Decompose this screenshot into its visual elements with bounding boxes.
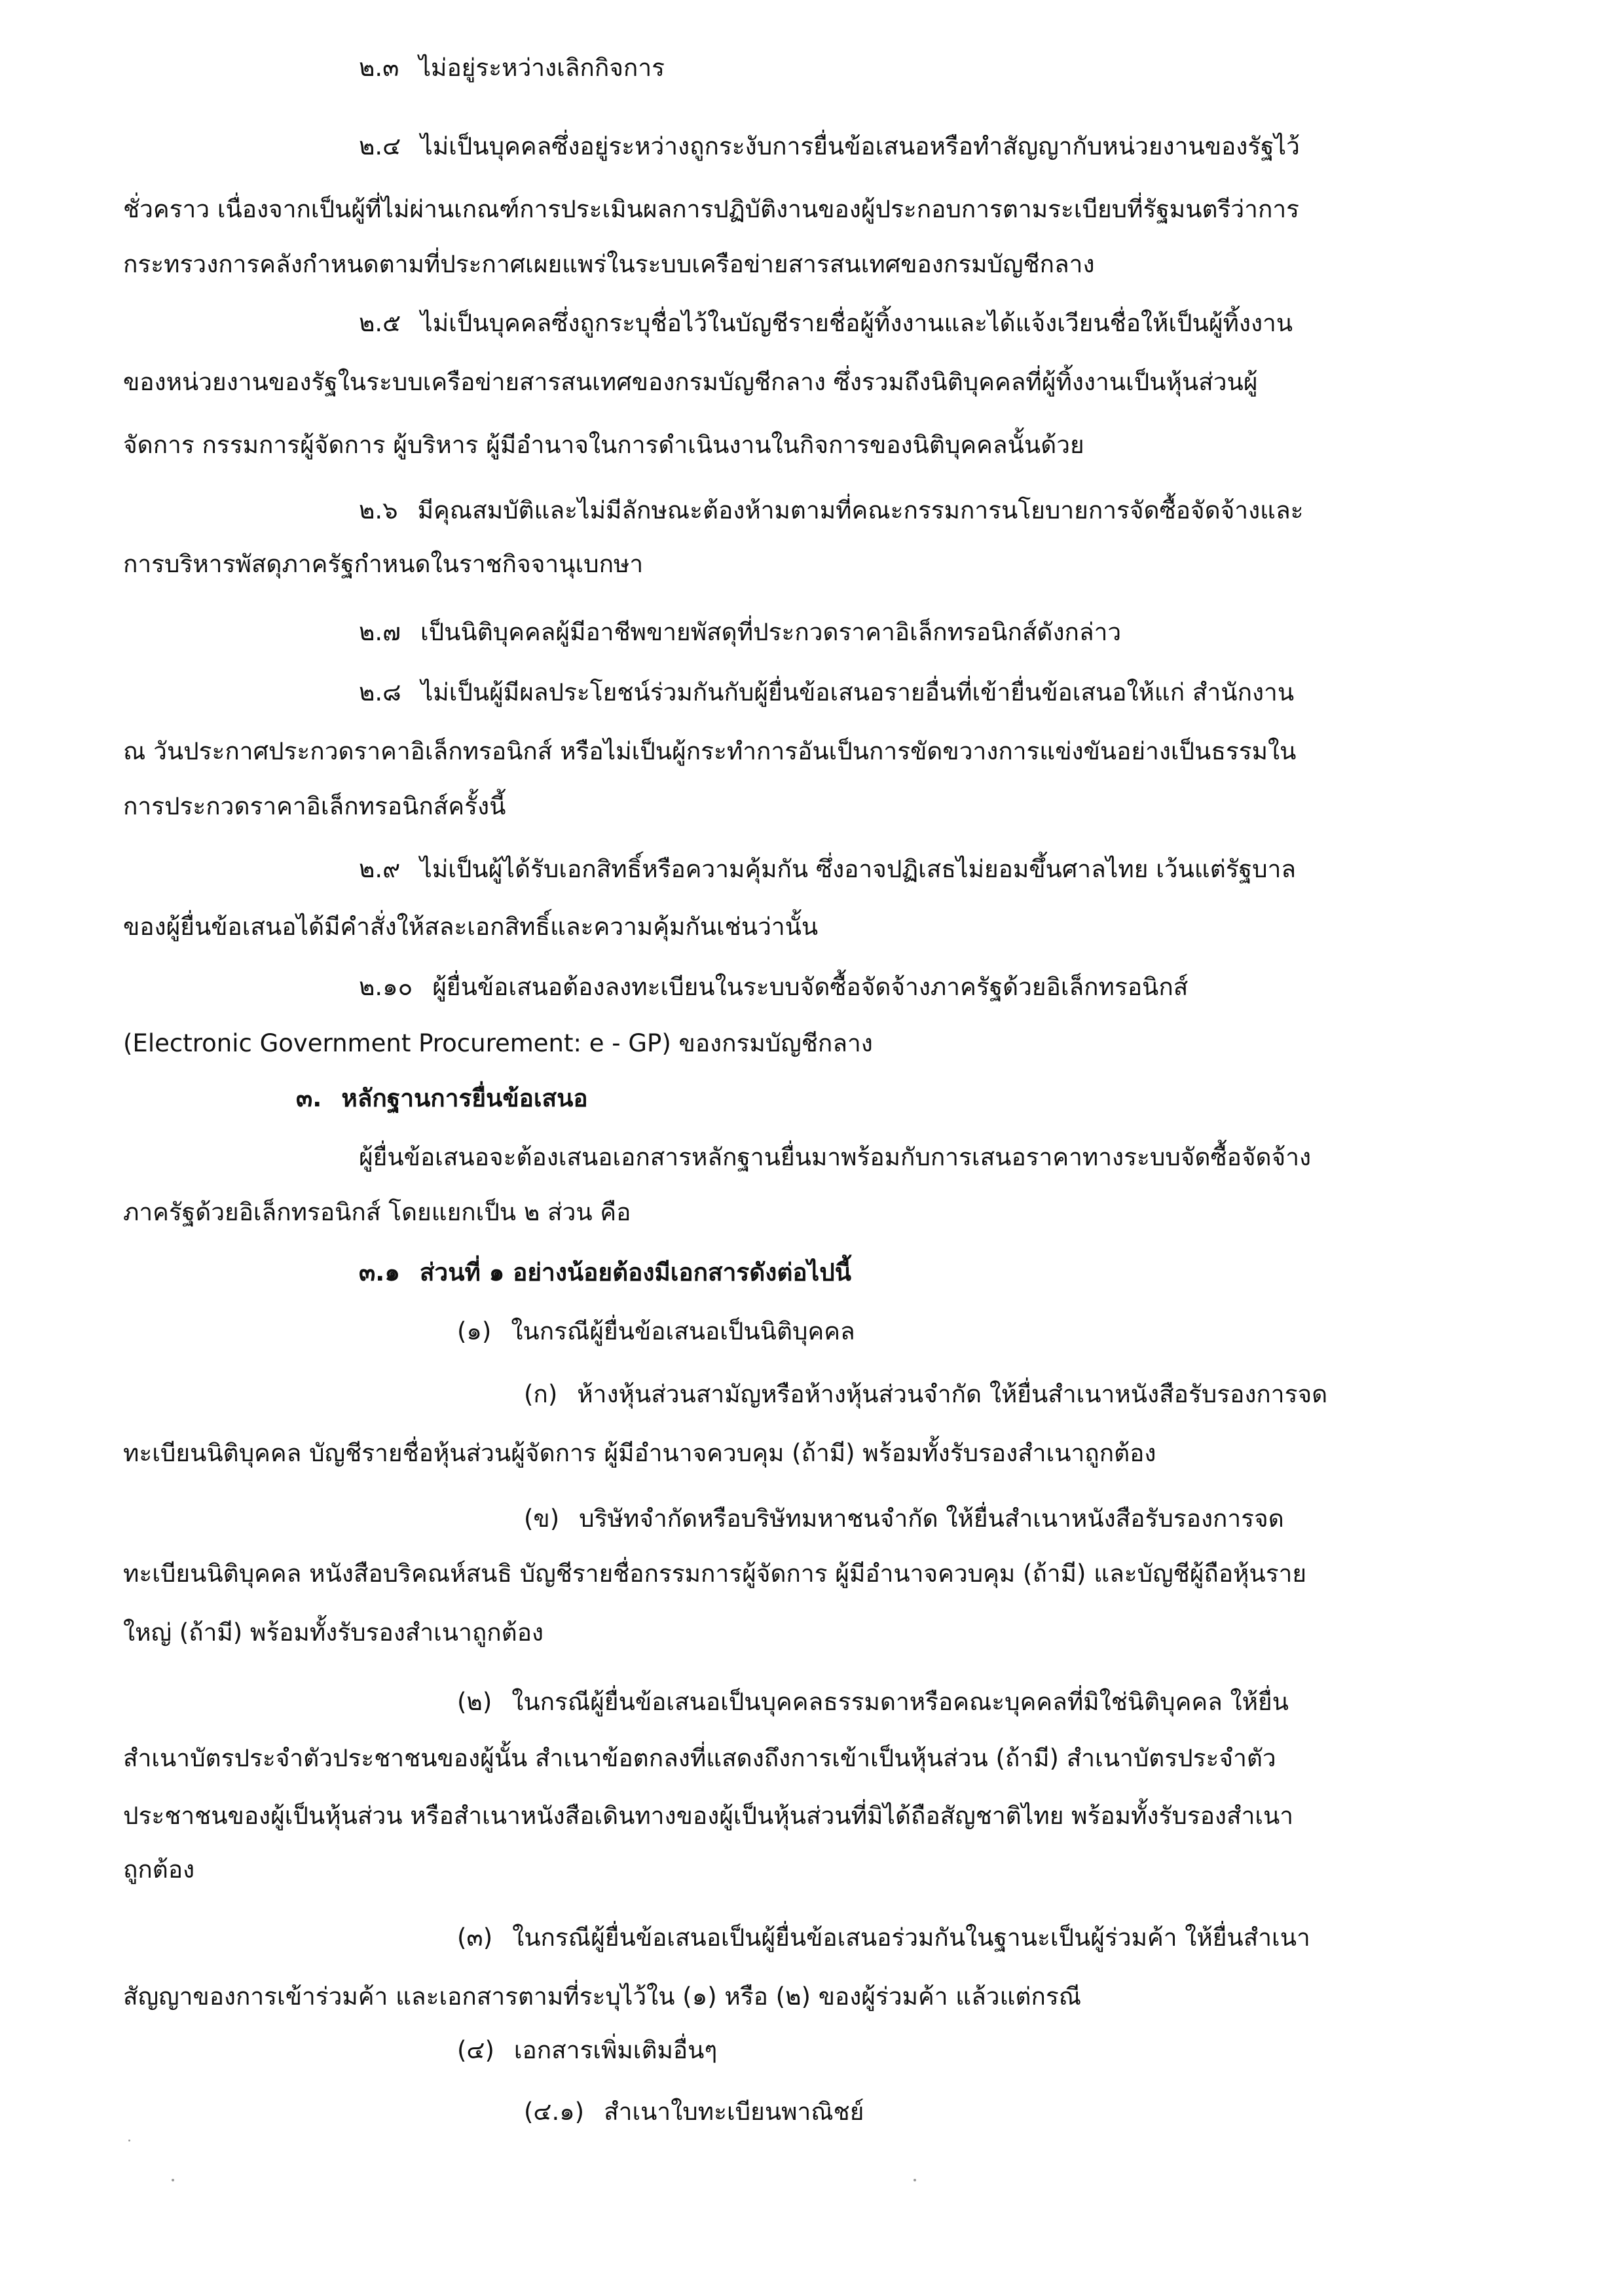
- clause-text: มีคุณสมบัติและไม่มีลักษณะต้องห้ามตามที่คณะกรรมการนโยบายการจัดซื้อจัดจ้างและ: [417, 496, 1304, 524]
- paragraph-line: ผู้ยื่นข้อเสนอจะต้องเสนอเอกสารหลักฐานยื่นมาพร้อมกับการเสนอราคาทางระบบจัดซื้อจัดจ้าง: [359, 1143, 1312, 1171]
- paragraph-line: ทะเบียนนิติบุคคล หนังสือบริคณห์สนธิ บัญชีรายชื่อกรรมการผู้จัดการ ผู้มีอำนาจควบคุม (ถ้ามี) และบัญชีผู้ถือหุ้นราย: [123, 1559, 1307, 1588]
- section-title: หลักฐานการยื่นข้อเสนอ: [341, 1084, 588, 1112]
- clause-text: ไม่เป็นผู้ได้รับเอกสิทธิ์หรือความคุ้มกัน ซึ่งอาจปฏิเสธไม่ยอมขึ้นศาลไทย เว้นแต่รัฐบาล: [420, 855, 1297, 883]
- clause-text: ไม่เป็นบุคคลซึ่งอยู่ระหว่างถูกระงับการยื่นข้อเสนอหรือทำสัญญากับหน่วยงานของรัฐไว้: [420, 132, 1300, 160]
- paragraph-line: การบริหารพัสดุภาครัฐกำหนดในราชกิจจานุเบกษา: [123, 550, 644, 578]
- paragraph-line: สำเนาบัตรประจำตัวประชาชนของผู้นั้น สำเนาข้อตกลงที่แสดงถึงการเข้าเป็นหุ้นส่วน (ถ้ามี) สำเนาบัตรประจำตัว: [123, 1744, 1276, 1772]
- clause-2-10: [359, 968, 1624, 1007]
- paragraph-line: จัดการ กรรมการผู้จัดการ ผู้บริหาร ผู้มีอำนาจในการดำเนินงานในกิจการของนิติบุคคลนั้นด้วย: [123, 431, 1084, 459]
- item-1-a: [524, 1375, 1624, 1414]
- item-number: (๓): [457, 1923, 493, 1952]
- clause-text: ไม่อยู่ระหว่างเลิกกิจการ: [418, 54, 665, 82]
- clause-text: ผู้ยื่นข้อเสนอต้องลงทะเบียนในระบบจัดซื้อจัดจ้างภาครัฐด้วยอิเล็กทรอนิกส์: [432, 973, 1189, 1001]
- clause-2-5: [359, 304, 1624, 343]
- clause-number: ๒.๗: [359, 618, 401, 646]
- item-number: (๒): [457, 1688, 492, 1716]
- item-4-1: [524, 2092, 1624, 2132]
- item-text: ในกรณีผู้ยื่นข้อเสนอเป็นผู้ยื่นข้อเสนอร่วมกันในฐานะเป็นผู้ร่วมค้า ให้ยื่นสำเนา: [512, 1923, 1310, 1952]
- clause-2-4: [359, 127, 1624, 166]
- clause-number: ๒.๖: [359, 496, 398, 524]
- clause-number: ๒.๕: [359, 309, 401, 337]
- clause-number: ๒.๑๐: [359, 973, 413, 1001]
- item-1: [457, 1312, 1624, 1351]
- paragraph-line: ถูกต้อง: [123, 1855, 195, 1884]
- paragraph-line: (Electronic Government Procurement: e - GP) ของกรมบัญชีกลาง: [123, 1029, 873, 1057]
- scan-speck: [172, 2179, 174, 2181]
- clause-number: ๒.๓: [359, 54, 399, 82]
- paragraph-line: ของหน่วยงานของรัฐในระบบเครือข่ายสารสนเทศของกรมบัญชีกลาง ซึ่งรวมถึงนิติบุคคลที่ผู้ทิ้งงานเป็นหุ้นส่วนผู้: [123, 368, 1258, 396]
- item-text: สำเนาใบทะเบียนพาณิชย์: [604, 2098, 864, 2126]
- item-text: เอกสารเพิ่มเติมอื่นๆ: [513, 2036, 718, 2064]
- paragraph-line: ประชาชนของผู้เป็นหุ้นส่วน หรือสำเนาหนังสือเดินทางของผู้เป็นหุ้นส่วนที่มิได้ถือสัญชาติไทย พร้อมทั้งรับรองสำเนา: [123, 1802, 1294, 1830]
- item-text: ในกรณีผู้ยื่นข้อเสนอเป็นนิติบุคคล: [511, 1317, 855, 1345]
- section-number: ๓.: [296, 1084, 322, 1112]
- item-2: [457, 1683, 1624, 1722]
- scan-speck: [913, 2179, 916, 2181]
- item-text: ห้างหุ้นส่วนสามัญหรือห้างหุ้นส่วนจำกัด ให้ยื่นสำเนาหนังสือรับรองการจด: [577, 1380, 1328, 1408]
- clause-2-8: [359, 673, 1624, 712]
- paragraph-line: ชั่วคราว เนื่องจากเป็นผู้ที่ไม่ผ่านเกณฑ์การประเมินผลการปฏิบัติงานของผู้ประกอบการตามระเบียบที่รัฐมนตรีว่าการ: [123, 195, 1299, 223]
- clause-number: ๒.๙: [359, 855, 401, 883]
- clause-2-3: [359, 48, 1624, 88]
- item-number: (๔): [457, 2036, 494, 2064]
- item-number: (๔.๑): [524, 2098, 585, 2126]
- clause-text: ไม่เป็นบุคคลซึ่งถูกระบุชื่อไว้ในบัญชีรายชื่อผู้ทิ้งงานและได้แจ้งเวียนชื่อให้เป็นผู้ทิ้งงาน: [420, 309, 1293, 337]
- item-number: (ก): [524, 1380, 558, 1408]
- item-number: (๑): [457, 1317, 492, 1345]
- subsection-3-1-heading: [359, 1253, 1624, 1292]
- item-text: บริษัทจำกัดหรือบริษัทมหาชนจำกัด ให้ยื่นสำเนาหนังสือรับรองการจด: [579, 1504, 1284, 1533]
- paragraph-line: การประกวดราคาอิเล็กทรอนิกส์ครั้งนี้: [123, 792, 506, 820]
- item-1-b: [524, 1499, 1624, 1539]
- clause-text: ส่วนที่ ๑ อย่างน้อยต้องมีเอกสารดังต่อไปนี้: [419, 1258, 852, 1286]
- clause-number: ๒.๘: [359, 678, 401, 706]
- item-number: (ข): [524, 1504, 560, 1533]
- clause-2-9: [359, 850, 1624, 889]
- clause-number: ๒.๔: [359, 132, 401, 160]
- paragraph-line: สัญญาของการเข้าร่วมค้า และเอกสารตามที่ระบุไว้ใน (๑) หรือ (๒) ของผู้ร่วมค้า แล้วแต่กรณี: [123, 1982, 1082, 2011]
- paragraph-line: ภาครัฐด้วยอิเล็กทรอนิกส์ โดยแยกเป็น ๒ ส่วน คือ: [123, 1198, 631, 1226]
- section-3-heading: [296, 1079, 1624, 1118]
- paragraph-line: ของผู้ยื่นข้อเสนอได้มีคำสั่งให้สละเอกสิทธิ์และความคุ้มกันเช่นว่านั้น: [123, 913, 819, 941]
- paragraph-line: ใหญ่ (ถ้ามี) พร้อมทั้งรับรองสำเนาถูกต้อง: [123, 1618, 544, 1647]
- item-3: [457, 1918, 1624, 1958]
- clause-number: ๓.๑: [359, 1258, 400, 1286]
- clause-2-7: [359, 613, 1624, 652]
- paragraph-line: กระทรวงการคลังกำหนดตามที่ประกาศเผยแพร่ในระบบเครือข่ายสารสนเทศของกรมบัญชีกลาง: [123, 250, 1095, 278]
- paragraph-line: ณ วันประกาศประกวดราคาอิเล็กทรอนิกส์ หรือไม่เป็นผู้กระทำการอันเป็นการขัดขวางการแข่งขันอย่างเป็นธรรมใน: [123, 737, 1297, 765]
- item-text: ในกรณีผู้ยื่นข้อเสนอเป็นบุคคลธรรมดาหรือคณะบุคคลที่มิใช่นิติบุคคล ให้ยื่น: [511, 1688, 1289, 1716]
- paragraph-line: ทะเบียนนิติบุคคล บัญชีรายชื่อหุ้นส่วนผู้จัดการ ผู้มีอำนาจควบคุม (ถ้ามี) พร้อมทั้งรับรองสำเนาถูกต้อง: [123, 1439, 1156, 1467]
- clause-2-6: [359, 491, 1624, 530]
- item-4: [457, 2031, 1624, 2070]
- scan-speck: [128, 2140, 130, 2141]
- clause-text: ไม่เป็นผู้มีผลประโยชน์ร่วมกันกับผู้ยื่นข้อเสนอรายอื่นที่เข้ายื่นข้อเสนอให้แก่ สำนักงาน: [420, 678, 1295, 706]
- clause-text: เป็นนิติบุคคลผู้มีอาชีพขายพัสดุที่ประกวดราคาอิเล็กทรอนิกส์ดังกล่าว: [420, 618, 1122, 646]
